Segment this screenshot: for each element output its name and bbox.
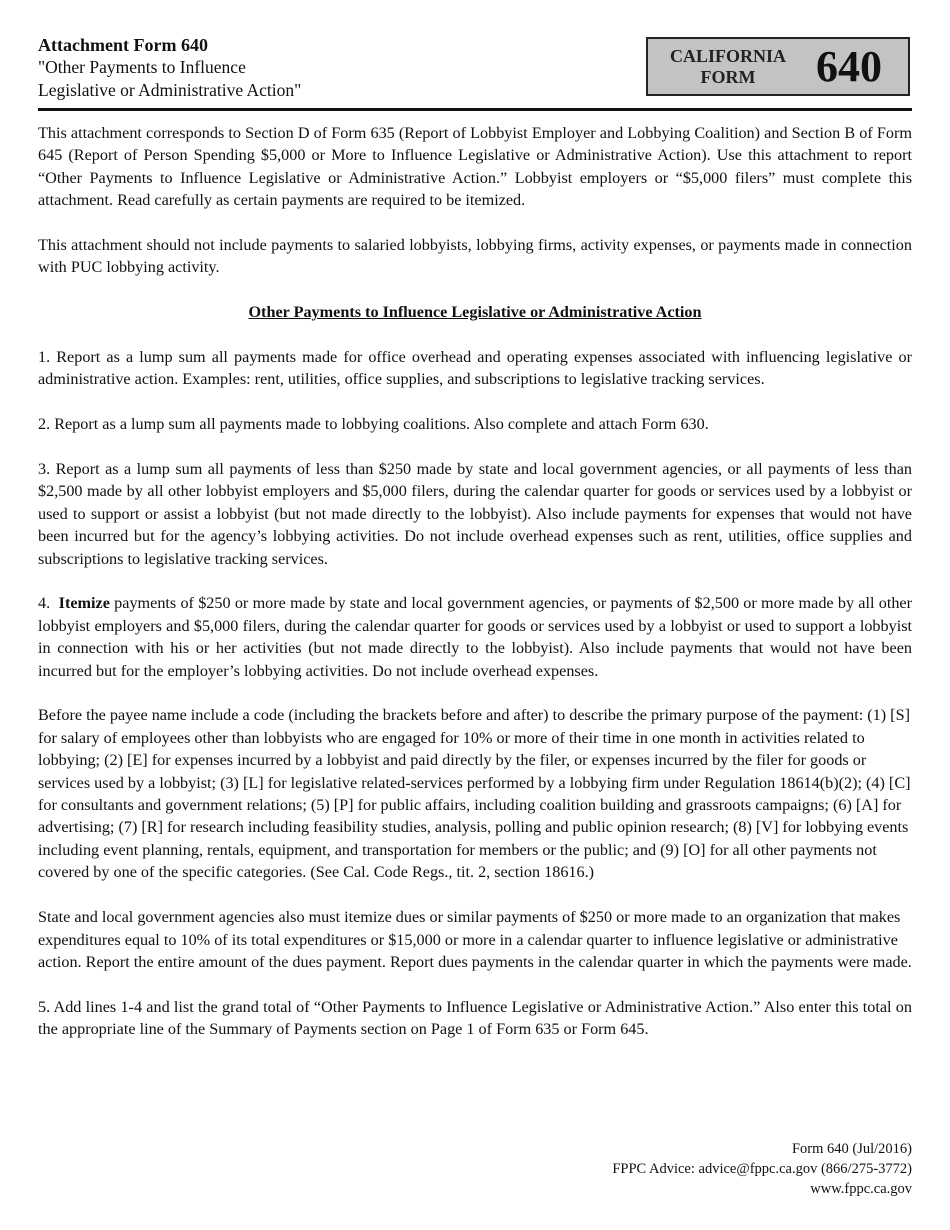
form-subtitle-line1: "Other Payments to Influence: [38, 57, 246, 77]
dues-paragraph: State and local government agencies also must itemize dues or similar payments of $250 or more made to an organization that makes expenditures equal to 10% of its total expenditures or $15,000 or more in a calendar quarter to influence legislative or administrative action. Report the entire amount of the dues payment. Report dues payments in the calendar quarter in which the payments were made.: [38, 908, 912, 971]
instructions-body: [38, 122, 912, 1063]
item-4-text: payments of $250 or more made by state and local government agencies, or payments of $2,500 or more made by all other lobbyist employers and $5,000 filers, during the calendar quarter for goods or services used by a lobbyist or used to support a lobbyist in connection with his or her activities (but not made directly to the lobbyist). Also include payments that would not have been incurred but for the employer’s lobbying activities. Do not include overhead expenses.: [38, 594, 913, 680]
fppc-advice-contact: FPPC Advice: advice@fppc.ca.gov (866/275-3772): [612, 1161, 912, 1177]
form-subtitle-line2: Legislative or Administrative Action": [38, 80, 302, 100]
intro-paragraph-1: This attachment corresponds to Section D of Form 635 (Report of Lobbyist Employer and Lobbying Coalition) and Section B of Form 645 (Report of Person Spending $5,000 or More to Influence Legislative or Administrative Action). Use this attachment to report “Other Payments to Influence Legislative or Administrative Action.” Lobbyist employers or “$5,000 filers” must complete this attachment. Read carefully as certain payments are required to be itemized.: [38, 124, 912, 210]
form-version: Form 640 (Jul/2016): [791, 1141, 912, 1157]
item-1: 1. Report as a lump sum all payments made for office overhead and operating expenses associated with influencing legislative or administrative action. Examples: rent, utilities, office supplies, and subscriptions to legislative tracking services.: [38, 348, 912, 389]
badge-label-california: CALIFORNIA: [669, 46, 786, 66]
section-heading: Other Payments to Influence Legislative or Administrative Action: [248, 303, 702, 322]
item-2: 2. Report as a lump sum all payments made to lobbying coalitions. Also complete and attach Form 630.: [38, 415, 709, 434]
item-5: 5. Add lines 1-4 and list the grand total of “Other Payments to Influence Legislative or Administrative Action.” Also enter this total on the appropriate line of the Summary of Payments section on Page 1 of Form 635 or Form 645.: [38, 997, 912, 1039]
payment-codes-paragraph: Before the payee name include a code (including the brackets before and after) to describe the primary purpose of the payment: (1) [S] for salary of employees other than lobbyists who are engaged for 10% or more of their time in one month in activities related to lobbying; (2) [E] for expenses incurred by a lobbyist and paid directly by the filer, or expenses incurred by the filer for goods or services used by a lobbyist; (3) [L] for legislative related-services performed by a lobbying firm under Regulation 18614(b)(2); (4) [C] for consultants and government relations; (5) [P] for public affairs, including coalition building and grassroots campaigns; (6) [A] for advertising; (7) [R] for research including feasibility studies, analysis, polling and public opinion research; (8) [V] for lobbying events including event planning, rentals, equipment, and transportation for members or the public; and (9) [O] for all other payments not covered by one of the specific categories. (See Cal. Code Regs., tit. 2, section 18616.): [38, 706, 911, 882]
form-header: [38, 34, 301, 102]
fppc-website: www.fppc.ca.gov: [810, 1181, 912, 1197]
header-divider: [38, 108, 912, 111]
badge-form-number: 640: [816, 42, 882, 91]
badge-label-form: FORM: [700, 67, 756, 87]
item-4-itemize-bold: Itemize: [58, 594, 110, 613]
intro-paragraph-2: This attachment should not include payments to salaried lobbyists, lobbying firms, activity expenses, or payments made in connection with PUC lobbying activity.: [38, 236, 912, 277]
form-footer: [612, 1139, 912, 1199]
item-4: [38, 592, 912, 682]
california-form-badge: [646, 37, 910, 96]
item-4-number: 4.: [38, 594, 59, 613]
item-3: 3. Report as a lump sum all payments of less than $250 made by state and local government agencies, or all payments of less than $2,500 made by all other lobbyist employers and $5,000 filers, during the calendar quarter for goods or services used by a lobbyist or used to support or assist a lobbyist (but not made directly to the lobbyist). Also include payments for expenses that would not have been incurred but for the agency’s lobbying activities. Do not include overhead expenses such as rent, utilities, office supplies and subscriptions to legislative tracking services.: [38, 460, 912, 568]
form-title: Attachment Form 640: [38, 35, 208, 55]
